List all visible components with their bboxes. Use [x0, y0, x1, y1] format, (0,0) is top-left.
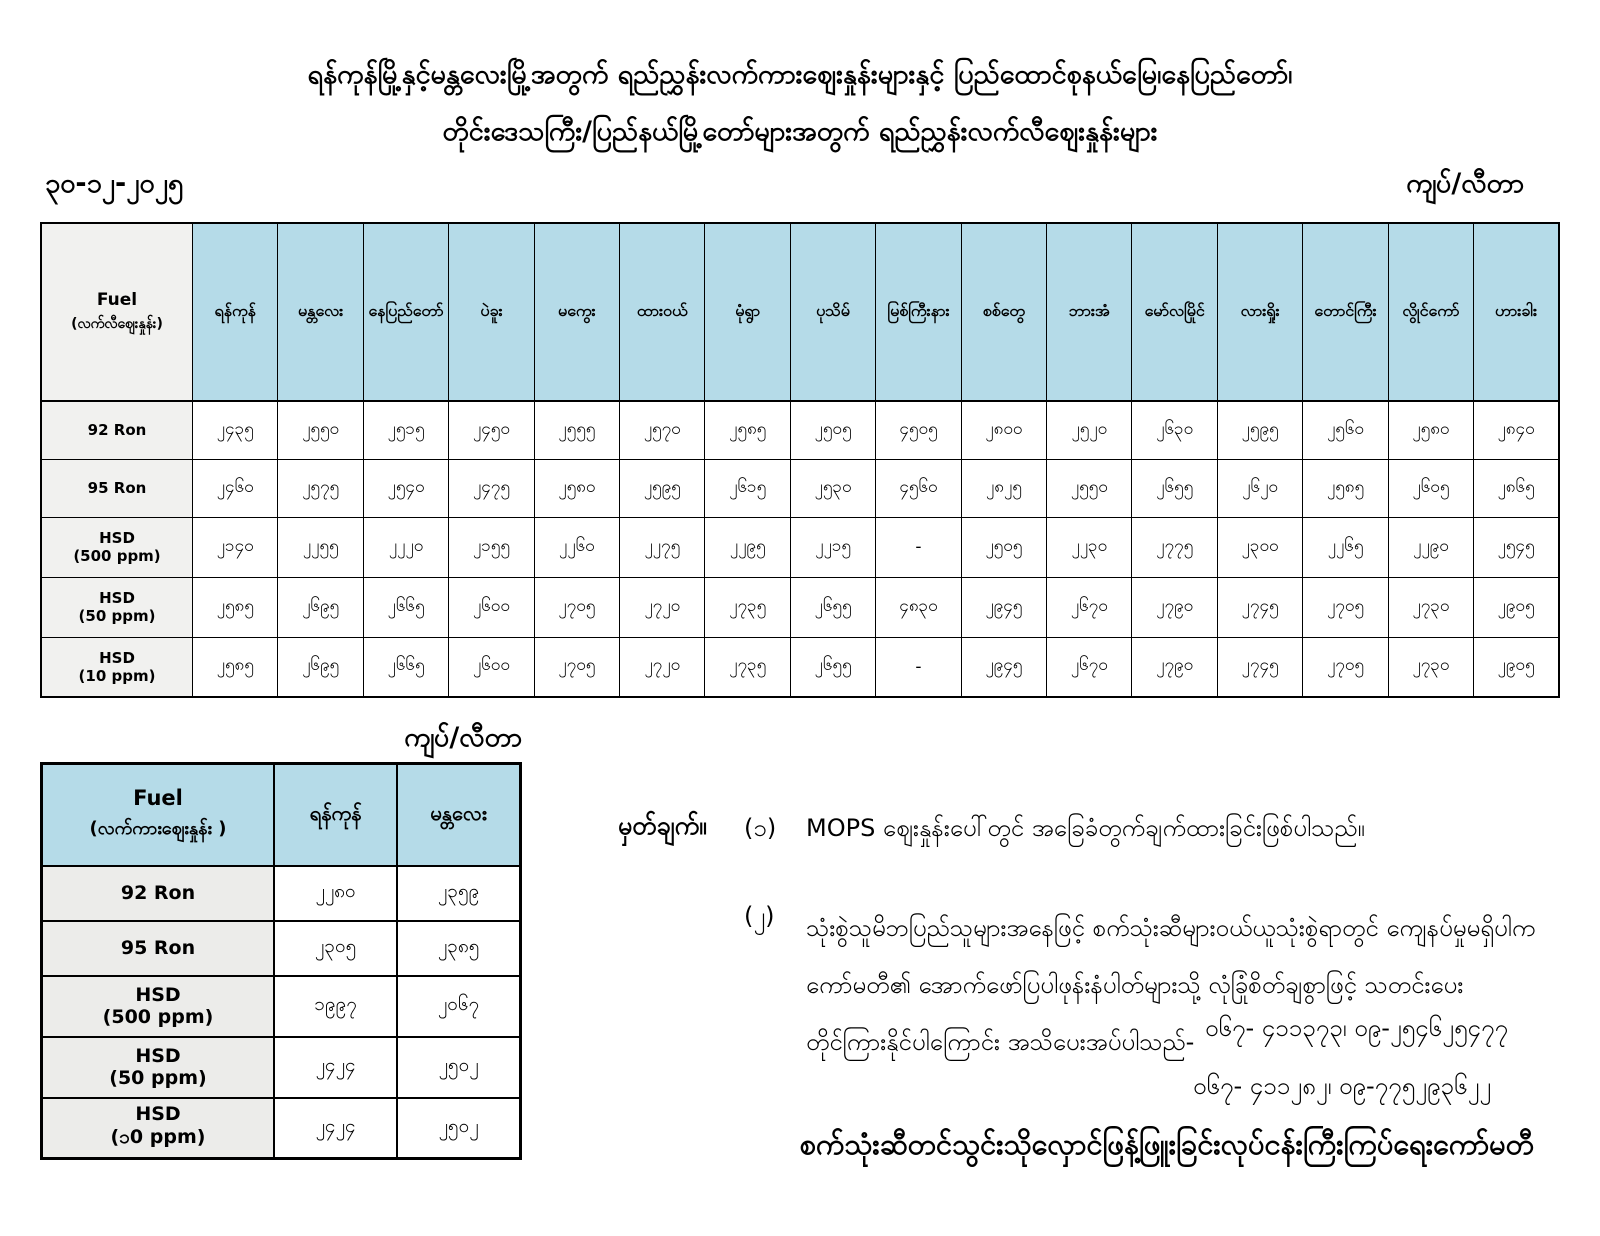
price-cell: ၂၅၉၅ [1217, 401, 1302, 459]
table-row-0 [42, 866, 521, 921]
table-row-3 [42, 1037, 521, 1098]
column-header-6: မုံရွာ [705, 223, 790, 401]
note1-text: MOPS ဈေးနှုန်းပေါ်တွင် အခြေခံတွက်ချက်ထားခြင်းဖြစ်ပါသည်။ [806, 814, 1365, 842]
price-cell: ၂၅၇၀ [620, 401, 705, 459]
contact-phone-line2: ၀၆၇- ၄၁၁၂၈၂၊ ၀၉-၇၇၅၂၉၃၆၂၂ [1193, 1072, 1492, 1100]
price-cell: ၂၆၀၀ [449, 637, 534, 697]
column-header-7: ပုသိမ် [790, 223, 875, 401]
price-cell: ၂၅၀၅ [961, 517, 1046, 577]
price-cell: ၂၇၉၀ [1132, 577, 1217, 637]
price-cell: ၂၄၃၅ [193, 401, 278, 459]
price-cell: ၂၅၈၅ [193, 577, 278, 637]
row-label: 92 Ron [42, 866, 275, 921]
price-cell: ၂၅၅၅ [534, 401, 619, 459]
price-cell: ၂၁၄၀ [193, 517, 278, 577]
price-cell: ၂၈၆၅ [1474, 459, 1559, 517]
price-cell: ၂၇၇၅ [1132, 517, 1217, 577]
note2-number: (၂) [744, 902, 775, 930]
header-row [41, 223, 1559, 401]
row-label: 92 Ron [41, 401, 193, 459]
fuel-corner-header [41, 223, 193, 401]
column-header-15: ဟားခါး [1474, 223, 1559, 401]
column-header-3: ပဲခူး [449, 223, 534, 401]
report-date: ၃၀-၁၂-၂၀၂၅ [45, 168, 184, 199]
price-cell: - [876, 637, 961, 697]
row-label: HSD (10 ppm) [41, 637, 193, 697]
fuel-corner-title: Fuel [96, 289, 138, 310]
table-row-2 [41, 517, 1559, 577]
price-cell: ၂၆၅၅ [790, 637, 875, 697]
price-cell: ၂၅၈၅ [705, 401, 790, 459]
row-label: 95 Ron [41, 459, 193, 517]
price-cell: ၂၇၃၀ [1388, 577, 1473, 637]
price-cell: ၂၄၂၄ [274, 1098, 397, 1159]
price-cell: ၂၅၈၅ [193, 637, 278, 697]
column-header-5: ထားဝယ် [620, 223, 705, 401]
note2-line1: သုံးစွဲသူမိဘပြည်သူများအနေဖြင့် စက်သုံးဆီများဝယ်ယူသုံးစွဲရာတွင် ကျေနပ်မှုမရှိပါက [806, 914, 1536, 942]
price-cell: ၂၉၄၅ [961, 577, 1046, 637]
table-row-0 [41, 401, 1559, 459]
price-cell: - [876, 517, 961, 577]
price-cell: ၂၆၀၀ [449, 577, 534, 637]
wholesale-price-table [40, 762, 522, 1160]
row-label: 95 Ron [42, 921, 275, 976]
price-cell: ၂၂၃၀ [1047, 517, 1132, 577]
row-label: HSD (50 ppm) [41, 577, 193, 637]
column-header-11: မော်လမြိုင် [1132, 223, 1217, 401]
price-cell: ၂၆၉၅ [278, 577, 363, 637]
notes-heading: မှတ်ချက်။ [618, 811, 707, 840]
price-cell: ၂၇၂၀ [620, 577, 705, 637]
price-cell: ၂၅၄၀ [363, 459, 448, 517]
price-cell: ၂၄၅၀ [449, 401, 534, 459]
price-cell: ၂၂၇၅ [620, 517, 705, 577]
price-cell: ၂၇၃၀ [1388, 637, 1473, 697]
column-header-2: နေပြည်တော် [363, 223, 448, 401]
price-cell: ၂၂၅၅ [278, 517, 363, 577]
column-header-10: ဘားအံ [1047, 223, 1132, 401]
unit-label-small-table: ကျပ်/လီတာ [404, 722, 522, 753]
page-title-line2: တိုင်းဒေသကြီး/ပြည်နယ်မြို့တော်များအတွက် ရည်ညွှန်းလက်လီဈေးနှုန်းများ [442, 116, 1158, 147]
page-title-line1: ရန်ကုန်မြို့နှင့်မန္တလေးမြို့အတွက် ရည်ညွှန်းလက်ကားဈေးနှုန်းများနှင့် ပြည်ထောင်စုနယ်မြေ၊နေပြည်တော်၊ [307, 59, 1293, 90]
column-header-0: ရန်ကုန် [193, 223, 278, 401]
table-row-1 [42, 921, 521, 976]
fuel-corner-title: Fuel [133, 786, 183, 811]
price-cell: ၂၃၈၅ [397, 921, 520, 976]
price-cell: ၂၅၂၀ [1047, 401, 1132, 459]
unit-label-top: ကျပ်/လီတာ [1406, 168, 1524, 199]
price-cell: ၂၆၇၀ [1047, 637, 1132, 697]
price-cell: ၂၅၄၅ [1474, 517, 1559, 577]
price-cell: ၂၅၀၂ [397, 1098, 520, 1159]
price-cell: ၂၆၇၀ [1047, 577, 1132, 637]
price-cell: ၂၈၂၅ [961, 459, 1046, 517]
column-header-1: မန္တလေး [278, 223, 363, 401]
page-title [0, 46, 1600, 160]
fuel-corner-subtitle: (လက်ကားဈေးနှုန်း ) [89, 818, 227, 840]
price-cell: ၁၉၉၇ [274, 976, 397, 1037]
price-cell: ၂၉၄၅ [961, 637, 1046, 697]
table-row-3 [41, 577, 1559, 637]
committee-name: စက်သုံးဆီတင်သွင်းသိုလှောင်ဖြန့်ဖြူးခြင်းလုပ်ငန်းကြီးကြပ်ရေးကော်မတီ [799, 1127, 1534, 1161]
price-cell: ၂၈၀၀ [961, 401, 1046, 459]
price-cell: ၂၇၀၅ [534, 637, 619, 697]
fuel-corner-header [42, 764, 275, 866]
price-cell: ၂၅၈၀ [1388, 401, 1473, 459]
price-cell: ၂၂၉၅ [705, 517, 790, 577]
price-cell: ၂၆၉၅ [278, 637, 363, 697]
column-header-9: စစ်တွေ [961, 223, 1046, 401]
price-cell: ၂၂၆၀ [534, 517, 619, 577]
price-cell: ၂၆၃၀ [1132, 401, 1217, 459]
price-cell: ၂၅၇၅ [278, 459, 363, 517]
price-cell: ၂၇၄၅ [1217, 637, 1302, 697]
price-cell: ၂၇၉၀ [1132, 637, 1217, 697]
table-row-1 [41, 459, 1559, 517]
column-header-4: မကွေး [534, 223, 619, 401]
price-cell: ၂၇၀၅ [1303, 637, 1388, 697]
price-cell: ၂၅၆၀ [1303, 401, 1388, 459]
price-cell: ၂၉၀၅ [1474, 637, 1559, 697]
price-cell: ၂၅၀၅ [790, 401, 875, 459]
column-header-13: တောင်ကြီး [1303, 223, 1388, 401]
price-cell: ၂၆၆၅ [363, 637, 448, 697]
price-cell: ၂၅၅၀ [1047, 459, 1132, 517]
retail-price-table [40, 222, 1560, 698]
price-cell: ၂၉၀၅ [1474, 577, 1559, 637]
price-cell: ၂၆၅၅ [1132, 459, 1217, 517]
note1-number: (၁) [744, 814, 777, 842]
column-header-0: ရန်ကုန် [274, 764, 397, 866]
price-cell: ၂၅၅၀ [278, 401, 363, 459]
price-cell: ၄၈၃၀ [876, 577, 961, 637]
price-cell: ၂၃၀၅ [274, 921, 397, 976]
table-row-4 [42, 1098, 521, 1159]
column-header-12: လားရှိုး [1217, 223, 1302, 401]
price-cell: ၂၇၀၅ [1303, 577, 1388, 637]
header-row [42, 764, 521, 866]
price-cell: ၂၂၁၅ [790, 517, 875, 577]
column-header-8: မြစ်ကြီးနား [876, 223, 961, 401]
price-cell: ၂၆၅၅ [790, 577, 875, 637]
row-label: HSD (500 ppm) [41, 517, 193, 577]
price-cell: ၂၆၁၅ [705, 459, 790, 517]
price-cell: ၂၆၀၅ [1388, 459, 1473, 517]
price-cell: ၂၇၄၅ [1217, 577, 1302, 637]
price-cell: ၂၇၀၅ [534, 577, 619, 637]
price-cell: ၂၈၄၀ [1474, 401, 1559, 459]
row-label: HSD (50 ppm) [42, 1037, 275, 1098]
price-cell: ၂၀၆၇ [397, 976, 520, 1037]
price-cell: ၂၂၉၀ [1388, 517, 1473, 577]
price-cell: ၄၅၆၀ [876, 459, 961, 517]
note2-line3: တိုင်ကြားနိုင်ပါကြောင်း အသိပေးအပ်ပါသည်- [806, 1028, 1195, 1056]
column-header-14: လွိုင်ကော် [1388, 223, 1473, 401]
price-cell: ၂၂၆၅ [1303, 517, 1388, 577]
price-cell: ၂၆၆၅ [363, 577, 448, 637]
row-label: HSD (500 ppm) [42, 976, 275, 1037]
price-cell: ၂၇၃၅ [705, 577, 790, 637]
price-cell: ၂၇၂၀ [620, 637, 705, 697]
price-cell: ၄၅၀၅ [876, 401, 961, 459]
contact-phone-line1: ၀၆၇- ၄၁၁၃၇၃၊ ၀၉-၂၅၄၆၂၅၄၇၇ [1205, 1014, 1508, 1042]
price-cell: ၂၂၈၀ [274, 866, 397, 921]
fuel-corner-subtitle: (လက်လီဈေးနှုန်း) [71, 315, 163, 332]
note2-line2: ကော်မတီ၏ အောက်ဖော်ပြပါဖုန်းနံပါတ်များသို့ လုံခြုံစိတ်ချစွာဖြင့် သတင်းပေး [806, 971, 1464, 999]
price-cell: ၂၅၁၅ [363, 401, 448, 459]
price-cell: ၂၅၉၅ [620, 459, 705, 517]
price-cell: ၂၅၈၅ [1303, 459, 1388, 517]
row-label: HSD (၁0 ppm) [42, 1098, 275, 1159]
price-cell: ၂၃၅၉ [397, 866, 520, 921]
table-row-4 [41, 637, 1559, 697]
price-cell: ၂၃၀၀ [1217, 517, 1302, 577]
price-cell: ၂၅၀၂ [397, 1037, 520, 1098]
price-cell: ၂၂၂၀ [363, 517, 448, 577]
price-cell: ၂၄၇၅ [449, 459, 534, 517]
price-cell: ၂၅၈၀ [534, 459, 619, 517]
price-cell: ၂၄၆၀ [193, 459, 278, 517]
price-cell: ၂၁၅၅ [449, 517, 534, 577]
price-cell: ၂၄၂၄ [274, 1037, 397, 1098]
price-cell: ၂၇၃၅ [705, 637, 790, 697]
price-cell: ၂၅၃၀ [790, 459, 875, 517]
column-header-1: မန္တလေး [397, 764, 520, 866]
price-cell: ၂၆၂၀ [1217, 459, 1302, 517]
table-row-2 [42, 976, 521, 1037]
